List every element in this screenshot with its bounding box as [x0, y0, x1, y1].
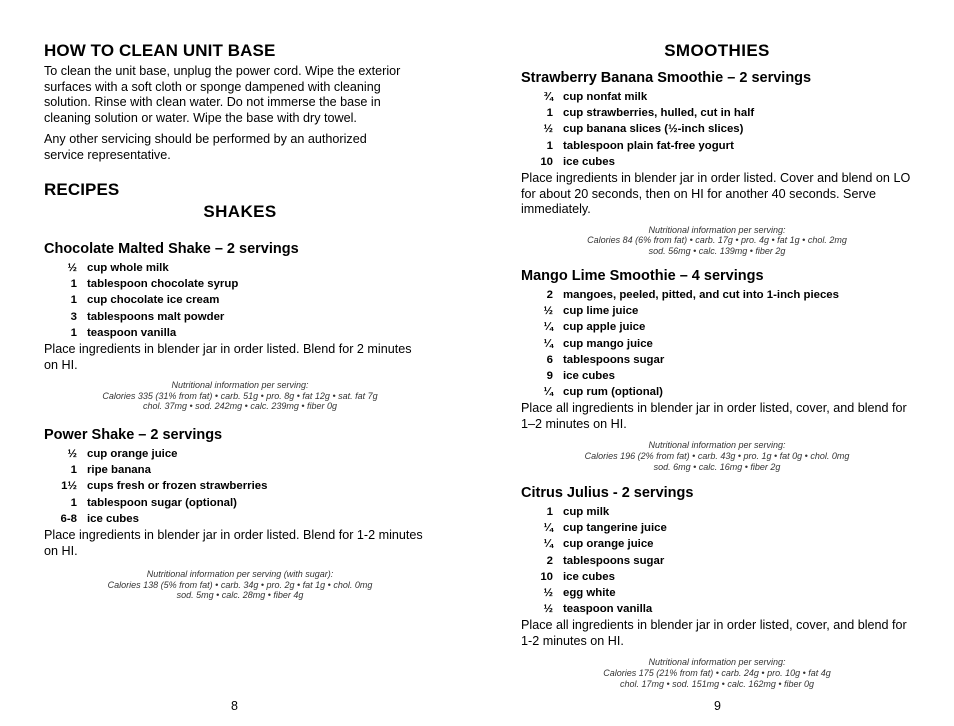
recipe-citrus-julius [521, 485, 921, 689]
ingredient-list [52, 446, 267, 527]
recipe-title: Strawberry Banana Smoothie – 2 servings [521, 70, 812, 86]
text-line: Calories 196 (2% from fat) • carb. 43g • pro. 1g • fat 0g • chol. 0mg [584, 451, 850, 462]
ingredient-row [529, 138, 754, 154]
ingredient-item: tablespoons sugar [563, 554, 665, 567]
ingredient-row [529, 585, 667, 601]
text-line: Place ingredients in blender jar in order listed. Blend for 1-2 minutes [44, 528, 423, 543]
ingredient-qty: ½ [543, 123, 553, 136]
ingredient-row [529, 303, 839, 319]
ingredient-qty: 10 [540, 570, 553, 583]
ingredient-row [529, 384, 839, 400]
text-line: Nutritional information per serving (with sugar): [146, 569, 334, 580]
ingredient-item: ice cubes [563, 570, 615, 583]
text-line: service representative. [44, 147, 171, 162]
ingredient-item: cup tangerine juice [563, 522, 667, 535]
ingredient-item: cup banana slices (½-inch slices) [563, 123, 744, 136]
text-line: Calories 175 (21% from fat) • carb. 24g • pro. 10g • fat 4g [603, 668, 831, 679]
ingredient-qty: ¼ [543, 337, 553, 350]
ingredient-item: cup chocolate ice cream [87, 294, 220, 307]
ingredient-row [529, 553, 667, 569]
ingredient-row [529, 89, 754, 105]
ingredient-qty: 2 [546, 554, 553, 567]
ingredient-item: cup rum (optional) [563, 386, 663, 399]
ingredient-qty: 1 [70, 294, 77, 307]
ingredient-qty: ½ [543, 305, 553, 318]
ingredient-item: cup mango juice [563, 337, 653, 350]
recipe-directions [521, 401, 921, 432]
ingredient-qty: 6 [546, 353, 553, 366]
ingredient-qty: 1 [70, 464, 77, 477]
recipe-chocolate-malted-shake [44, 241, 444, 412]
text-line: sod. 6mg • calc. 16mg • fiber 2g [653, 461, 781, 472]
ingredient-qty: ½ [67, 262, 77, 274]
ingredient-row [529, 520, 667, 536]
text-line: Place ingredients in blender jar in order listed. Blend for 2 minutes [44, 342, 412, 357]
nutrition-info [521, 657, 913, 689]
ingredient-item: teaspoon vanilla [563, 603, 653, 616]
ingredient-row [529, 121, 754, 137]
ingredient-row [52, 325, 238, 341]
recipe-directions [44, 528, 444, 559]
text-line: To clean the unit base, unplug the power cord. Wipe the exterior [44, 64, 401, 78]
text-line: Place all ingredients in blender jar in order listed, cover, and blend for [521, 618, 907, 633]
ingredient-item: tablespoon plain fat-free yogurt [563, 139, 734, 152]
text-line: surfaces with a soft cloth or sponge dampened with cleaning [44, 79, 381, 94]
text-line: for about 20 seconds, then on HI for another 40 seconds. Serve [521, 186, 876, 201]
recipe-mango-lime-smoothie [521, 268, 921, 472]
ingredient-row [52, 511, 267, 527]
ingredient-row [529, 336, 839, 352]
ingredient-qty: 1½ [61, 480, 77, 493]
smoothies-title: SMOOTHIES [664, 41, 770, 60]
ingredient-row [52, 495, 267, 511]
ingredient-item: tablespoon chocolate syrup [87, 278, 239, 291]
ingredient-qty: ½ [67, 448, 77, 460]
ingredient-row [52, 309, 238, 325]
text-line: Nutritional information per serving: [648, 224, 786, 235]
text-line: chol. 37mg • sod. 242mg • calc. 239mg • fiber 0g [142, 401, 338, 412]
text-line: 1-2 minutes on HI. [521, 633, 624, 648]
ingredient-row [529, 569, 667, 585]
ingredient-item: tablespoons malt powder [87, 310, 225, 323]
text-line: Calories 84 (6% from fat) • carb. 17g • pro. 4g • fat 1g • chol. 2mg [587, 235, 847, 246]
recipe-directions [521, 618, 921, 649]
shakes-title: SHAKES [203, 202, 277, 221]
clean-paragraph-2 [44, 132, 444, 163]
ingredient-qty: 2 [546, 289, 553, 301]
ingredient-item: ice cubes [563, 155, 615, 168]
ingredient-item: ice cubes [87, 512, 139, 525]
recipes-title: RECIPES [44, 180, 120, 199]
ingredient-qty: ¼ [543, 386, 553, 399]
ingredient-qty: ¼ [543, 321, 553, 334]
ingredient-row [52, 446, 267, 462]
recipe-directions [44, 342, 444, 373]
recipe-title: Chocolate Malted Shake – 2 servings [44, 241, 299, 257]
nutrition-info [521, 440, 913, 472]
recipe-directions [521, 171, 921, 218]
ingredient-item: teaspoon vanilla [87, 326, 177, 339]
text-line: chol. 17mg • sod. 151mg • calc. 162mg • fiber 0g [619, 678, 815, 689]
ingredient-qty: 1 [70, 496, 77, 509]
recipe-power-shake [44, 427, 444, 601]
ingredient-item: cup orange juice [563, 538, 654, 551]
page-number: 8 [231, 699, 238, 713]
ingredient-qty: 9 [546, 370, 553, 383]
nutrition-info [521, 225, 913, 257]
ingredient-item: cup strawberries, hulled, cut in half [563, 107, 755, 120]
ingredient-row [52, 478, 267, 494]
ingredient-row [52, 260, 238, 276]
ingredient-item: tablespoon sugar (optional) [87, 496, 237, 509]
text-line: cleaning solution or water. Wipe the base with dry towel. [44, 110, 357, 125]
ingredient-qty: 1 [546, 107, 553, 120]
ingredient-qty: ½ [543, 587, 553, 600]
text-line: Nutritional information per serving: [171, 380, 309, 391]
ingredient-item: mangoes, peeled, pitted, and cut into 1-inch pieces [563, 289, 839, 301]
ingredient-qty: ¾ [543, 91, 553, 103]
text-line: solution. Rinse with clean water. Do not immerse the base in [44, 95, 381, 109]
ingredient-list [52, 260, 238, 341]
ingredient-row [52, 276, 238, 292]
ingredient-row [529, 319, 839, 335]
recipe-strawberry-banana-smoothie [521, 70, 921, 256]
ingredient-row [52, 462, 267, 478]
ingredient-qty: 6-8 [60, 512, 77, 525]
ingredient-row [529, 154, 754, 170]
recipe-title: Power Shake – 2 servings [44, 427, 223, 443]
ingredient-list [529, 504, 667, 617]
ingredient-list [529, 89, 754, 170]
text-line: sod. 56mg • calc. 139mg • fiber 2g [648, 245, 786, 256]
ingredient-list [529, 287, 839, 400]
text-line: Place all ingredients in blender jar in order listed, cover, and blend for [521, 401, 907, 416]
ingredient-qty: 3 [70, 310, 77, 323]
ingredient-row [529, 536, 667, 552]
ingredient-qty: 1 [546, 506, 553, 518]
text-line: Calories 138 (5% from fat) • carb. 34g • pro. 2g • fat 1g • chol. 0mg [107, 579, 373, 590]
clean-section-title: HOW TO CLEAN UNIT BASE [44, 41, 276, 60]
ingredient-item: cup nonfat milk [563, 91, 648, 103]
text-line: Any other servicing should be performed by an authorized [44, 132, 367, 146]
ingredient-qty: ¼ [543, 538, 553, 551]
ingredient-item: cups fresh or frozen strawberries [87, 480, 268, 493]
text-line: on HI. [44, 543, 78, 558]
ingredient-row [529, 105, 754, 121]
ingredient-qty: 1 [70, 278, 77, 291]
page-number: 9 [714, 699, 721, 713]
ingredient-row [529, 601, 667, 617]
ingredient-item: cup whole milk [87, 262, 169, 274]
ingredient-row [52, 292, 238, 308]
ingredient-row [529, 368, 839, 384]
ingredient-qty: ¼ [543, 522, 553, 535]
left-page [44, 0, 436, 726]
text-line: Nutritional information per serving: [648, 440, 786, 451]
clean-paragraph-1 [44, 64, 444, 126]
nutrition-info [44, 569, 436, 601]
ingredient-qty: ½ [543, 603, 553, 616]
text-line: on HI. [44, 357, 78, 372]
text-line: 1–2 minutes on HI. [521, 416, 627, 431]
ingredient-qty: 1 [70, 326, 77, 339]
ingredient-item: egg white [563, 587, 616, 600]
ingredient-row [529, 504, 667, 520]
ingredient-item: cup milk [563, 506, 610, 518]
ingredient-item: cup orange juice [87, 448, 178, 460]
nutrition-info [44, 380, 436, 412]
text-line: sod. 5mg • calc. 28mg • fiber 4g [176, 590, 304, 601]
ingredient-item: cup apple juice [563, 321, 646, 334]
recipe-title: Citrus Julius - 2 servings [521, 485, 694, 501]
ingredient-row [529, 287, 839, 303]
ingredient-item: tablespoons sugar [563, 353, 665, 366]
right-page [521, 0, 913, 726]
text-line: Calories 335 (31% from fat) • carb. 51g • pro. 8g • fat 12g • sat. fat 7g [102, 390, 378, 401]
ingredient-qty: 10 [540, 155, 553, 168]
ingredient-item: cup lime juice [563, 305, 639, 318]
ingredient-row [529, 352, 839, 368]
recipe-title: Mango Lime Smoothie – 4 servings [521, 268, 764, 284]
text-line: immediately. [521, 202, 591, 217]
ingredient-qty: 1 [546, 139, 553, 152]
ingredient-item: ripe banana [87, 464, 151, 477]
ingredient-item: ice cubes [563, 370, 615, 383]
text-line: Nutritional information per serving: [648, 657, 786, 668]
text-line: Place ingredients in blender jar in order listed. Cover and blend on LO [521, 171, 911, 186]
